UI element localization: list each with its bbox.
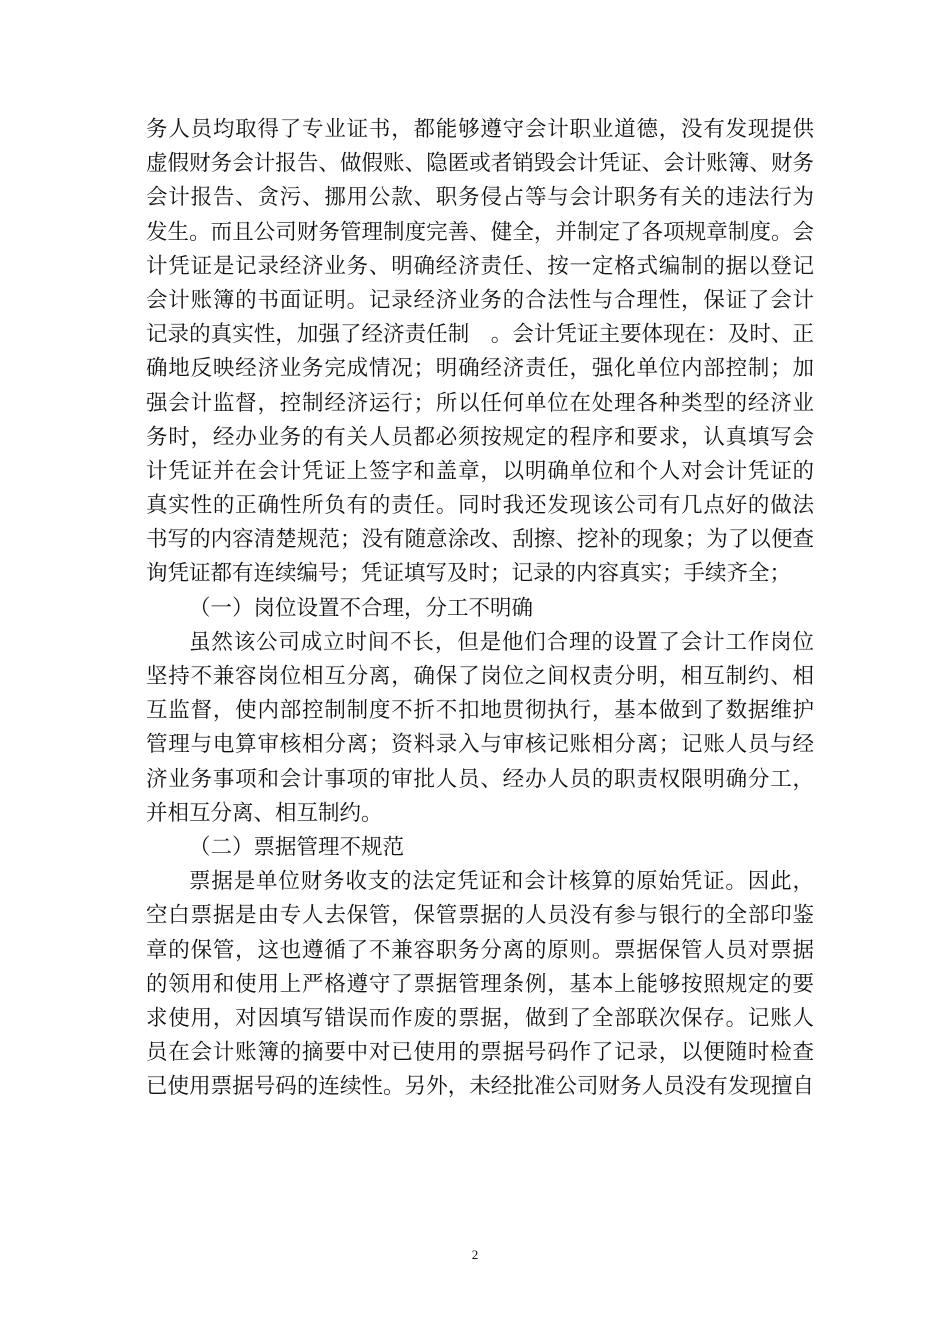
text-line: 确地反映经济业务完成情况；明确经济责任，强化单位内部控制；加	[146, 356, 814, 382]
text-line: 务人员均取得了专业证书，都能够遵守会计职业道德，没有发现提供	[146, 117, 814, 142]
text-line: 济业务事项和会计事项的审批人员、经办人员的职责权限明确分工，	[146, 766, 814, 792]
text-line: 空白票据是由专人去保管，保管票据的人员没有参与银行的全部印鉴	[146, 903, 814, 929]
text-line: 书写的内容清楚规范；没有随意涂改、刮擦、挖补的现象；为了以便查	[146, 527, 814, 553]
body-text	[146, 113, 814, 1104]
section-heading: （一）岗位设置不合理，分工不明确	[189, 595, 534, 621]
text-line: 已使用票据号码的连续性。另外，未经批准公司财务人员没有发现擅自	[146, 1074, 814, 1100]
text-line: 的领用和使用上严格遵守了票据管理条例，基本上能够按照规定的要	[146, 971, 814, 997]
text-line: 票据是单位财务收支的法定凭证和会计核算的原始凭证。因此，	[189, 869, 814, 895]
text-line: 务时，经办业务的有关人员都必须按规定的程序和要求，认真填写会	[146, 424, 814, 450]
text-line: 询凭证都有连续编号；凭证填写及时；记录的内容真实；手续齐全；	[146, 561, 792, 587]
page-number: 2	[471, 1247, 479, 1262]
text-line: 会计报告、贪污、挪用公款、职务侵占等与会计职务有关的违法行为	[146, 185, 814, 211]
text-line: 坚持不兼容岗位相互分离，确保了岗位之间权责分明，相互制约、相	[146, 664, 814, 689]
text-line: 章的保管，这也遵循了不兼容职务分离的原则。票据保管人员对票据	[146, 937, 814, 963]
text-line: 管理与电算审核相分离；资料录入与审核记账相分离；记账人员与经	[146, 732, 814, 758]
text-line: 并相互分离、相互制约。	[146, 800, 383, 826]
text-line: 会计账簿的书面证明。记录经济业务的合法性与合理性，保证了会计	[146, 287, 814, 313]
text-line: 员在会计账簿的摘要中对已使用的票据号码作了记录，以便随时检查	[146, 1040, 814, 1066]
text-line: 发生。而且公司财务管理制度完善、健全，并制定了各项规章制度。会	[146, 219, 814, 245]
text-line: 虽然该公司成立时间不长，但是他们合理的设置了会计工作岗位	[189, 629, 814, 655]
text-line: 互监督，使内部控制制度不折不扣地贯彻执行，基本做到了数据维护	[146, 698, 814, 724]
section-heading: （二）票据管理不规范	[189, 834, 405, 860]
text-line: 计凭证是记录经济业务、明确经济责任、按一定格式编制的据以登记	[146, 253, 814, 279]
text-line: 求使用，对因填写错误而作废的票据，做到了全部联次保存。记账人	[146, 1005, 814, 1031]
text-line: 虚假财务会计报告、做假账、隐匿或者销毁会计凭证、会计账簿、财务	[146, 151, 814, 177]
text-line: 真实性的正确性所负有的责任。同时我还发现该公司有几点好的做法	[146, 493, 814, 519]
text-line: 记录的真实性，加强了经济责任制 。会计凭证主要体现在：及时、正	[146, 322, 814, 348]
text-line: 计凭证并在会计凭证上签字和盖章，以明确单位和个人对会计凭证的	[146, 458, 814, 484]
text-line: 强会计监督，控制经济运行；所以任何单位在处理各种类型的经济业	[146, 390, 814, 416]
